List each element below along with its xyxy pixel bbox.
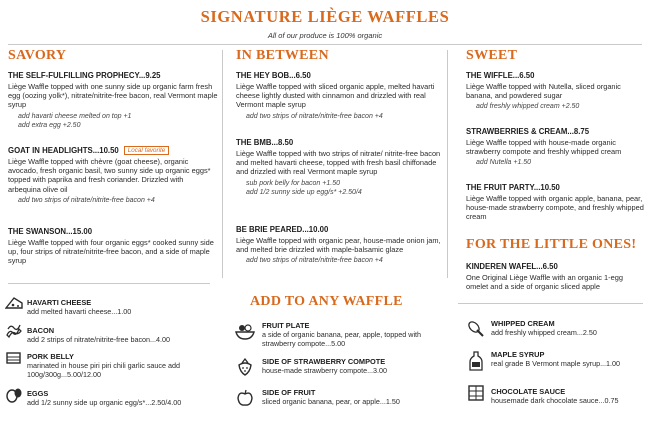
sweet-item-fruit-party bbox=[466, 183, 646, 222]
column-divider-left bbox=[222, 50, 223, 278]
item-description: Liège Waffle topped with one sunny side up organic farm fresh egg (oozing yolk*), nitrate/nitrite-free bacon, real Vermont maple syrup bbox=[8, 82, 218, 110]
side-description: housemade dark chocolate sauce...0.75 bbox=[491, 396, 619, 405]
side-name: EGGS bbox=[27, 389, 49, 398]
side-description: real grade B Vermont maple syrup...1.00 bbox=[491, 359, 621, 368]
side-description: add melted havarti cheese...1.00 bbox=[27, 307, 132, 316]
side-name: PORK BELLY bbox=[27, 352, 74, 361]
item-addon: add two strips of nitrate/nitrite-free bacon +4 bbox=[246, 112, 383, 120]
item-name bbox=[8, 146, 218, 155]
bacon-icon bbox=[5, 323, 23, 339]
strawberry-icon bbox=[236, 358, 254, 376]
side-maple-syrup bbox=[491, 350, 646, 368]
item-name: THE BMB...8.50 bbox=[236, 138, 294, 147]
item-name: KINDEREN WAFEL...6.50 bbox=[466, 262, 558, 271]
item-addon: add 1/2 sunny side up egg/s* +2.50/4 bbox=[246, 189, 362, 197]
savory-item-swanson bbox=[8, 227, 218, 266]
item-description: Liège Waffle topped with organic pear, house-made onion jam, and melted brie drizzled with maple-balsamic glaze bbox=[236, 236, 441, 255]
item-name: BE BRIE PEARED...10.00 bbox=[236, 225, 329, 234]
side-pork-belly bbox=[27, 352, 219, 379]
in-between-heading: IN BETWEEN bbox=[236, 48, 329, 63]
side-fruit-plate bbox=[262, 321, 442, 348]
side-description: add 2 strips of nitrate/nitrite-free bacon...4.00 bbox=[27, 335, 171, 344]
pork-belly-icon bbox=[5, 350, 23, 366]
column-divider-right bbox=[447, 50, 448, 278]
item-name: THE SELF-FULFILLING PROPHECY...9.25 bbox=[8, 71, 161, 80]
side-name: CHOCOLATE SAUCE bbox=[491, 387, 566, 396]
side-name: SIDE OF STRAWBERRY COMPOTE bbox=[262, 357, 386, 366]
between-item-bmb bbox=[236, 138, 441, 197]
side-whipped-cream bbox=[491, 319, 646, 337]
local-favorite-badge: Local favorite bbox=[124, 146, 169, 155]
item-addon: add two strips of nitrate/nitrite-free bacon +4 bbox=[18, 196, 155, 204]
item-description: Liège Waffle topped with house-made organic strawberry compote and freshly whipped cream bbox=[466, 138, 622, 157]
header-divider bbox=[8, 44, 642, 45]
side-havarti bbox=[27, 298, 217, 316]
item-description: Liège Waffle topped with organic apple, banana, pear, house-made strawberry compote, and freshly whipped cream bbox=[466, 194, 644, 222]
side-description: a side of organic banana, pear, apple, topped with strawberry compote...5.00 bbox=[262, 330, 422, 348]
cheese-icon bbox=[5, 295, 23, 311]
item-addon: add extra egg +2.50 bbox=[18, 122, 81, 130]
little-ones-heading: FOR THE LITTLE ONES! bbox=[466, 237, 637, 252]
side-name: HAVARTI CHEESE bbox=[27, 298, 92, 307]
item-addon: add two strips of nitrate/nitrite-free bacon +4 bbox=[246, 257, 383, 265]
item-description: Liège Waffle topped with sliced organic apple, melted havarti cheese lightly dusted with cinnamon and drizzled with real Vermont maple syrup bbox=[236, 82, 435, 110]
savory-heading: SAVORY bbox=[8, 48, 67, 63]
side-name: SIDE OF FRUIT bbox=[262, 388, 316, 397]
item-name: STRAWBERRIES & CREAM...8.75 bbox=[466, 127, 590, 136]
sweet-item-strawberries bbox=[466, 127, 646, 168]
side-strawberry-compote bbox=[262, 357, 442, 375]
savory-item-goat bbox=[8, 146, 218, 205]
item-name: THE WIFFLE...6.50 bbox=[466, 71, 535, 80]
whisk-icon bbox=[467, 320, 485, 338]
side-name: MAPLE SYRUP bbox=[491, 350, 545, 359]
eggs-icon bbox=[5, 386, 23, 404]
savory-item-prophecy bbox=[8, 71, 218, 130]
item-name-text: GOAT IN HEADLIGHTS...10.50 bbox=[8, 146, 119, 155]
side-chocolate-sauce bbox=[491, 387, 646, 405]
item-addon: add freshly whipped cream +2.50 bbox=[476, 103, 580, 111]
item-addon: add havarti cheese melted on top +1 bbox=[18, 112, 132, 120]
sweet-item-wiffle bbox=[466, 71, 646, 112]
item-addon: sub pork belly for bacon +1.50 bbox=[246, 179, 340, 187]
between-item-hey-bob bbox=[236, 71, 441, 121]
menu-subtitle: All of our produce is 100% organic bbox=[267, 31, 383, 40]
item-description: Liège Waffle topped with Nutella, sliced organic banana, and powdered sugar bbox=[466, 82, 621, 101]
add-to-any-heading: ADD TO ANY WAFFLE bbox=[250, 294, 403, 309]
sweet-heading: SWEET bbox=[466, 48, 518, 63]
side-description: marinated in house piri piri chili garlic sauce add 100g/300g...5.00/12.00 bbox=[27, 361, 181, 379]
item-description: Liège Waffle topped with four organic eggs* cooked sunny side up, four strips of nitrate/nitrite-free bacon, and a side of maple syrup bbox=[8, 238, 214, 266]
sides-divider-right bbox=[458, 303, 643, 304]
item-description: One Original Liège Waffle with an organic 1-egg omelet and a side of organic sliced apple bbox=[466, 273, 623, 292]
side-fruit bbox=[262, 388, 442, 406]
chocolate-icon bbox=[467, 384, 485, 402]
side-description: add 1/2 sunny side up organic egg/s*...2.50/4.00 bbox=[27, 398, 182, 407]
fruit-plate-icon bbox=[235, 322, 255, 340]
side-description: add freshly whipped cream...2.50 bbox=[491, 328, 597, 337]
menu-title: SIGNATURE LIÈGE WAFFLES bbox=[200, 7, 450, 26]
sides-divider-left bbox=[8, 283, 210, 284]
side-description: sliced organic banana, pear, or apple...1.50 bbox=[262, 397, 400, 406]
item-name: THE SWANSON...15.00 bbox=[8, 227, 93, 236]
side-name: FRUIT PLATE bbox=[262, 321, 310, 330]
syrup-icon bbox=[468, 351, 484, 371]
side-description: house-made strawberry compote...3.00 bbox=[262, 366, 388, 375]
item-addon: add Nutella +1.50 bbox=[476, 159, 532, 167]
between-item-brie bbox=[236, 225, 441, 266]
little-item-kinderen bbox=[466, 262, 646, 291]
item-description: Liège Waffle topped with two strips of nitrate/ nitrite-free bacon and melted havarti cheese, topped with fresh basil chiffonade and drizzled with real Vermont maple syrup bbox=[236, 149, 441, 177]
side-name: WHIPPED CREAM bbox=[491, 319, 555, 328]
item-name: THE HEY BOB...6.50 bbox=[236, 71, 311, 80]
item-description: Liège Waffle topped with chèvre (goat cheese), organic avocado, fresh organic basil, two sunny side up organic eggs* topped with paprika and fresh coriander. Drizzled with arbequina olive oil bbox=[8, 157, 211, 194]
side-bacon bbox=[27, 326, 217, 344]
apple-icon bbox=[236, 389, 254, 407]
side-name: BACON bbox=[27, 326, 55, 335]
item-name: THE FRUIT PARTY...10.50 bbox=[466, 183, 560, 192]
side-eggs bbox=[27, 389, 219, 407]
